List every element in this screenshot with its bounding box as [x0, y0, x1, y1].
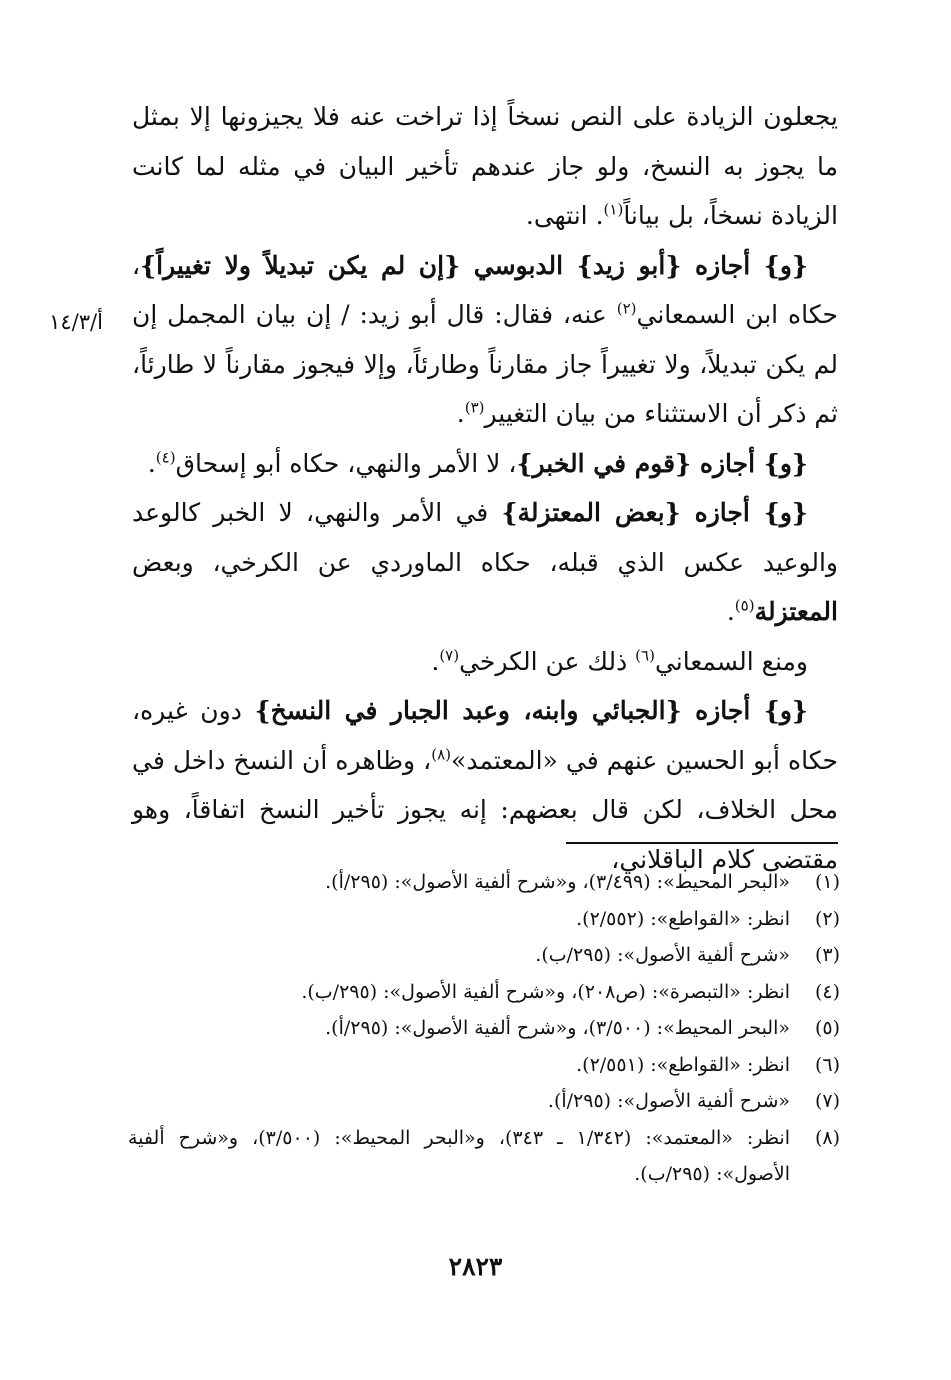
- footnote-item: [128, 974, 840, 1011]
- matn-text: {و} أجازه {أبو زيد} الدبوسي {إن لم يكن تبديلاً ولا تغييراً}: [140, 250, 808, 280]
- paragraph: [132, 241, 838, 439]
- matn-text: {و} أجازه {الجبائي وابنه، وعبد الجبار في النسخ}: [254, 696, 808, 725]
- text-run: في الأمر والنهي، لا الخبر كالوعد والوعيد عكس الذي قبله، حكاه الماوردي عن الكرخي، وبعض: [132, 498, 838, 577]
- footnote-number: (٧): [814, 1090, 840, 1112]
- footnote-number: (٤): [814, 980, 840, 1003]
- main-text: [132, 92, 838, 884]
- footnote-marker: (٦): [635, 646, 655, 665]
- footnote-text: انظر: «المعتمد»: (١/٣٤٢ ـ ٣٤٣)، و«البحر المحيط»: (٣/٥٠٠)، و«شرح ألفية الأصول»: (٢٩٥/ب).: [128, 1126, 790, 1185]
- footnote-text: انظر: «القواطع»: (٢/٥٥٢).: [576, 907, 790, 930]
- text-run: ذلك عن الكرخي: [459, 646, 636, 676]
- footnotes: [128, 864, 840, 1193]
- text-run: .: [431, 646, 440, 676]
- footnote-marker: (٥): [734, 596, 755, 615]
- text-run: يجعلون الزيادة على النص نسخاً إذا تراخت عنه فلا يجيزونها إلا بمثل ما يجوز به النسخ، ولو جاز عندهم تأخير البيان في مثله لما كانت الزيادة نسخاً، بل بياناً: [132, 102, 838, 230]
- paragraph: [132, 92, 838, 241]
- footnote-item: [128, 937, 840, 974]
- text-run: ومنع السمعاني: [654, 646, 808, 676]
- footnote-text: «شرح ألفية الأصول»: (٢٩٥/أ).: [547, 1090, 790, 1112]
- footnote-item: [128, 864, 840, 901]
- text-run: ، وظاهره أن النسخ داخل في محل الخلاف، لكن قال بعضهم: إنه يجوز تأخير النسخ اتفاقاً، وهو مقتضى كلام الباقلاني،: [132, 745, 838, 874]
- text-run: ، لا الأمر والنهي، حكاه أبو إسحاق: [175, 448, 517, 478]
- footnote-marker: (٣): [464, 398, 485, 417]
- footnote-number: (٢): [814, 907, 840, 930]
- text-run: ، حكاه ابن السمعاني: [132, 250, 838, 329]
- footnote-number: (٥): [814, 1017, 840, 1039]
- paragraph: [132, 637, 838, 687]
- matn-text: {و} أجازه {قوم في الخبر}: [516, 448, 808, 478]
- footnote-number: (٦): [814, 1053, 840, 1076]
- footnote-separator: [566, 842, 838, 844]
- footnote-item: [128, 1083, 840, 1120]
- margin-manuscript-reference: أ/١٤/٣: [49, 310, 103, 334]
- footnote-number: (٣): [814, 944, 840, 966]
- footnote-item: [128, 1120, 840, 1193]
- text-run: عنه، فقال: قال أبو زيد: / إن بيان المجمل إن لم يكن تبديلاً، ولا تغييراً جاز مقارناً وطارئاً، وإلا فيجوز مقارناً لا طارئاً، ثم ذكر أن الاستثناء من بيان التغيير: [132, 300, 838, 428]
- paragraph: [132, 488, 838, 637]
- footnote-marker: (١): [603, 200, 624, 219]
- text-run: .: [456, 399, 465, 428]
- footnote-marker: (٢): [616, 299, 637, 318]
- footnote-item: [128, 1010, 840, 1047]
- footnote-number: (١): [814, 871, 840, 893]
- footnote-marker: (٧): [439, 646, 460, 665]
- footnote-text: «شرح ألفية الأصول»: (٢٩٥/ب).: [535, 944, 790, 966]
- matn-text: {و} أجازه {بعض المعتزلة}: [501, 498, 808, 527]
- matn-text: المعتزلة: [754, 597, 838, 626]
- footnote-marker: (٨): [431, 745, 452, 764]
- text-run: دون غيره، حكاه أبو الحسين عنهم في «المعتمد»: [132, 696, 838, 775]
- text-run: .: [726, 597, 735, 626]
- text-run: .: [147, 448, 156, 478]
- paragraph: [132, 439, 838, 489]
- footnote-item: [128, 901, 840, 938]
- page-number: ٢٨٢٣: [448, 1252, 503, 1281]
- footnote-text: «البحر المحيط»: (٣/٤٩٩)، و«شرح ألفية الأصول»: (٢٩٥/أ).: [325, 871, 790, 893]
- text-run: . انتهى.: [525, 201, 604, 230]
- footnote-item: [128, 1047, 840, 1084]
- footnote-text: انظر: «التبصرة»: (ص٢٠٨)، و«شرح ألفية الأصول»: (٢٩٥/ب).: [301, 980, 790, 1003]
- paragraph: [132, 686, 838, 884]
- footnote-marker: (٤): [155, 448, 176, 467]
- footnote-text: انظر: «القواطع»: (٢/٥٥١).: [576, 1053, 790, 1076]
- footnote-text: «البحر المحيط»: (٣/٥٠٠)، و«شرح ألفية الأصول»: (٢٩٥/أ).: [325, 1017, 790, 1039]
- footnote-number: (٨): [814, 1126, 840, 1149]
